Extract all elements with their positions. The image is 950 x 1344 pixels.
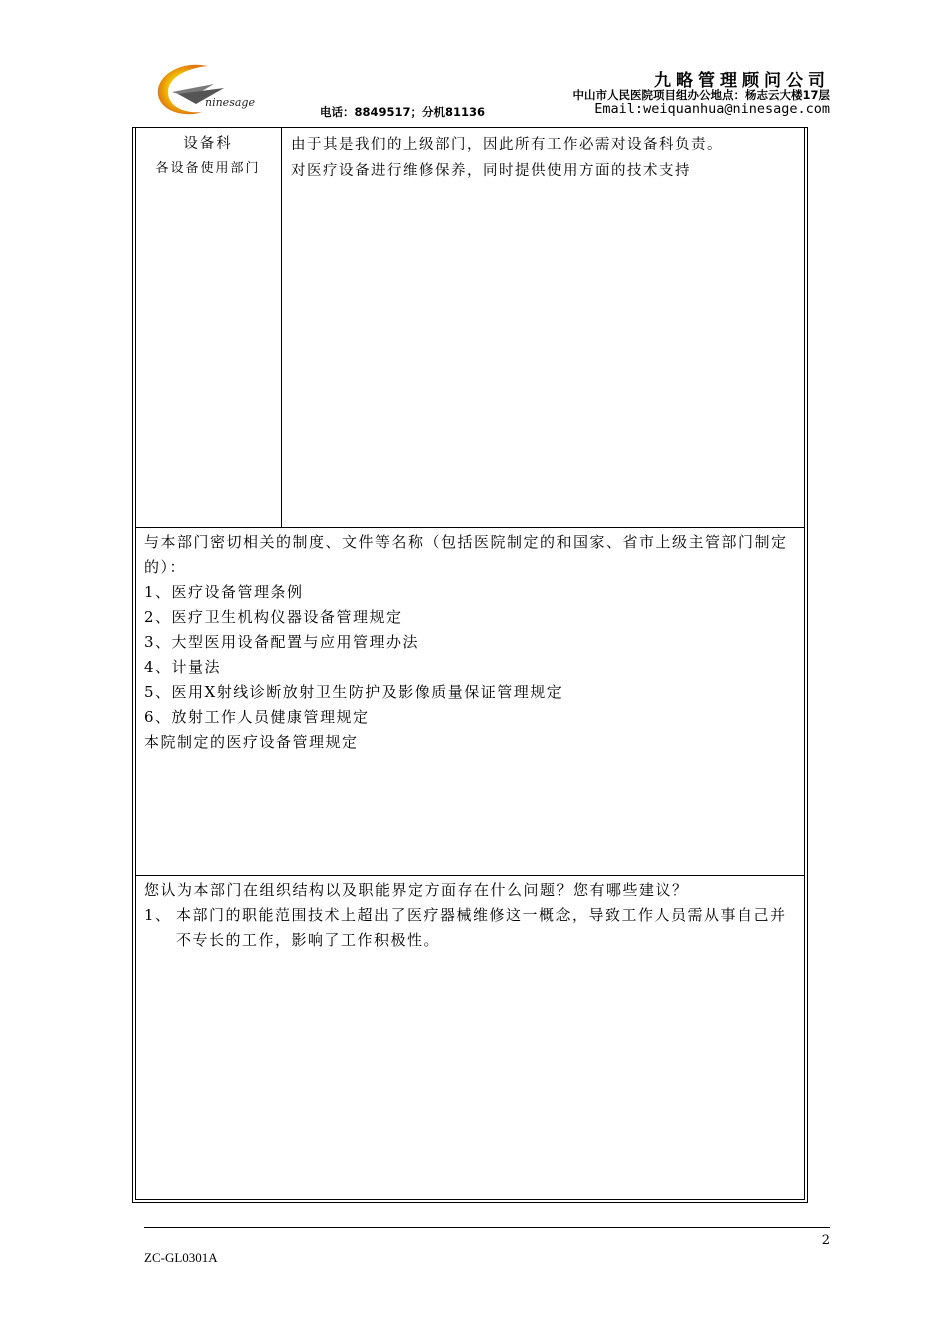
company-logo — [150, 58, 270, 120]
section-divider — [135, 527, 805, 528]
regulation-item: 6、放射工作人员健康管理规定 — [144, 708, 370, 726]
regulation-item: 3、大型医用设备配置与应用管理办法 — [144, 633, 420, 651]
regulations-heading: 与本部门密切相关的制度、文件等名称（包括医院制定的和国家、省市上级主管部门制定的）： — [144, 533, 788, 576]
ninesage-logo-icon — [150, 58, 270, 120]
regulation-item: 2、医疗卫生机构仪器设备管理规定 — [144, 608, 403, 626]
regulation-item: 1、医疗设备管理条例 — [144, 583, 304, 601]
logo-wordmark: ninesage — [205, 96, 255, 109]
issue-item — [144, 903, 802, 953]
page-number: 2 — [821, 1233, 830, 1248]
department-sub-name: 各设备使用部门 — [155, 161, 261, 176]
regulations-section — [144, 530, 802, 755]
relation-line: 对医疗设备进行维修保养，同时提供使用方面的技术支持 — [291, 163, 691, 179]
issues-question: 您认为本部门在组织结构以及职能界定方面存在什么问题？您有哪些建议？ — [144, 881, 689, 899]
footer-divider — [144, 1227, 830, 1228]
department-name: 设备科 — [183, 136, 233, 152]
office-address: 中山市人民医院项目组办公地点：杨志云大楼17层 — [572, 88, 830, 102]
issues-section — [144, 878, 802, 953]
phone-number: 电话：8849517；分机81136 — [320, 105, 486, 119]
issue-number: 1、 — [144, 906, 172, 924]
company-name: 九略管理顾问公司 — [654, 71, 830, 91]
regulation-item: 4、计量法 — [144, 658, 222, 676]
issue-text: 本部门的职能范围技术上超出了医疗器械维修这一概念，导致工作人员需从事自己并不专长的工作，影响了工作积极性。 — [176, 906, 787, 949]
relation-line: 由于其是我们的上级部门，因此所有工作必需对设备科负责。 — [291, 137, 723, 153]
section-divider — [135, 875, 805, 876]
relation-description — [291, 132, 801, 184]
column-divider — [281, 127, 282, 527]
regulation-item: 5、医用X射线诊断放射卫生防护及影像质量保证管理规定 — [144, 683, 564, 701]
document-code: ZC-GL0301A — [144, 1250, 218, 1265]
email-address: Email:weiquanhua@ninesage.com — [594, 101, 830, 117]
regulation-item: 本院制定的医疗设备管理规定 — [144, 733, 359, 751]
